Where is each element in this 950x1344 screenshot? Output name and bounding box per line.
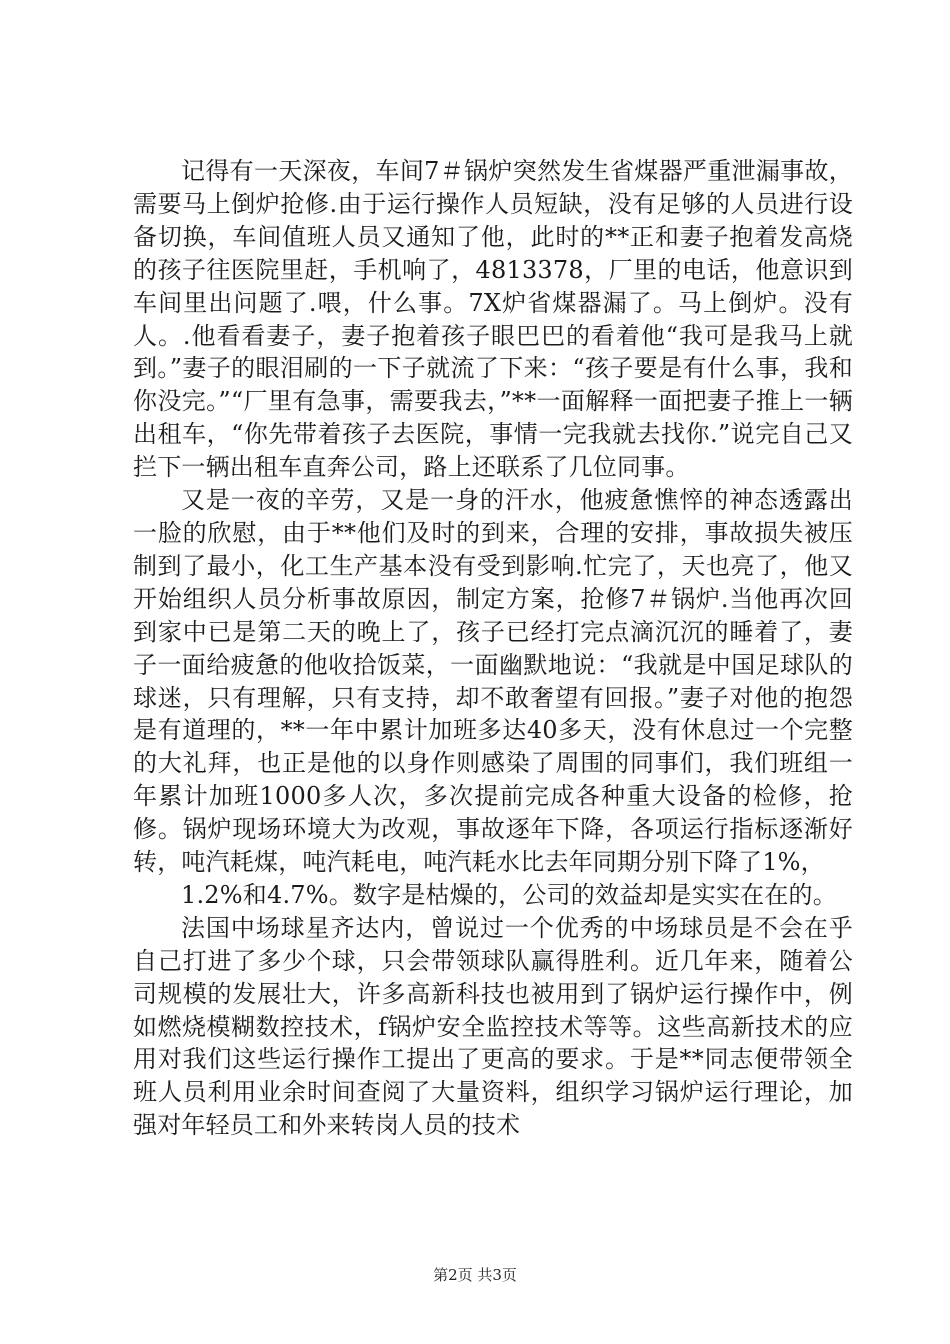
page-number-label: 第2页 共3页: [433, 1266, 517, 1284]
paragraph-4: 法国中场球星齐达内，曾说过一个优秀的中场球员是不会在乎自己打进了多少个球，只会带领球队赢得胜利。近几年来，随着公司规模的发展壮大，许多高新科技也被用到了锅炉运行操作中，例如燃烧模糊数控技术，f锅炉安全监控技术等等。这些高新技术的应用对我们这些运行操作工提出了更高的要求。于是**同志便带领全班人员利用业余时间查阅了大量资料，组织学习锅炉运行理论，加强对年轻员工和外来转岗人员的技术: [133, 913, 853, 1140]
page-footer: [0, 1265, 950, 1285]
body-text: [133, 155, 853, 1142]
paragraph-2: 又是一夜的辛劳，又是一身的汗水，他疲惫憔悴的神态透露出一脸的欣慰，由于**他们及时的到来，合理的安排，事故损失被压制到了最小，化工生产基本没有受到影响.忙完了，天也亮了，他又开始组织人员分析事故原因，制定方案，抢修7＃锅炉.当他再次回到家中已是第二天的晚上了，孩子已经打完点滴沉沉的睡着了，妻子一面给疲惫的他收拾饭菜，一面幽默地说：“我就是中国足球队的球迷，只有理解，只有支持，却不敢奢望有回报。”妻子对他的抱怨是有道理的，**一年中累计加班多达40多天，没有休息过一个完整的大礼拜，也正是他的以身作则感染了周围的同事们，我们班组一年累计加班1000多人次，多次提前完成各种重大设备的检修，抢修。锅炉现场环境大为改观，事故逐年下降，各项运行指标逐渐好转，吨汽耗煤，吨汽耗电，吨汽耗水比去年同期分别下降了1%，: [133, 486, 853, 877]
paragraph-3: 1.2%和4.7%。数字是枯燥的，公司的效益却是实实在在的。: [181, 880, 837, 909]
paragraph-1: 记得有一天深夜，车间7＃锅炉突然发生省煤器严重泄漏事故，需要马上倒炉抢修.由于运行操作人员短缺，没有足够的人员进行设备切换，车间值班人员又通知了他，此时的**正和妻子抱着发高烧的孩子往医院里赶，手机响了，4813378，厂里的电话，他意识到车间里出问题了.喂，什么事。7X炉省煤器漏了。马上倒炉。没有人。.他看看妻子，妻子抱着孩子眼巴巴的看着他“我可是我马上就到。”妻子的眼泪刷的一下子就流了下来：“孩子要是有什么事，我和你没完。”“厂里有急事，需要我去，”**一面解释一面把妻子推上一辆出租车，“你先带着孩子去医院，事情一完我就去找你.”说完自己又拦下一辆出租车直奔公司，路上还联系了几位同事。: [133, 157, 853, 482]
